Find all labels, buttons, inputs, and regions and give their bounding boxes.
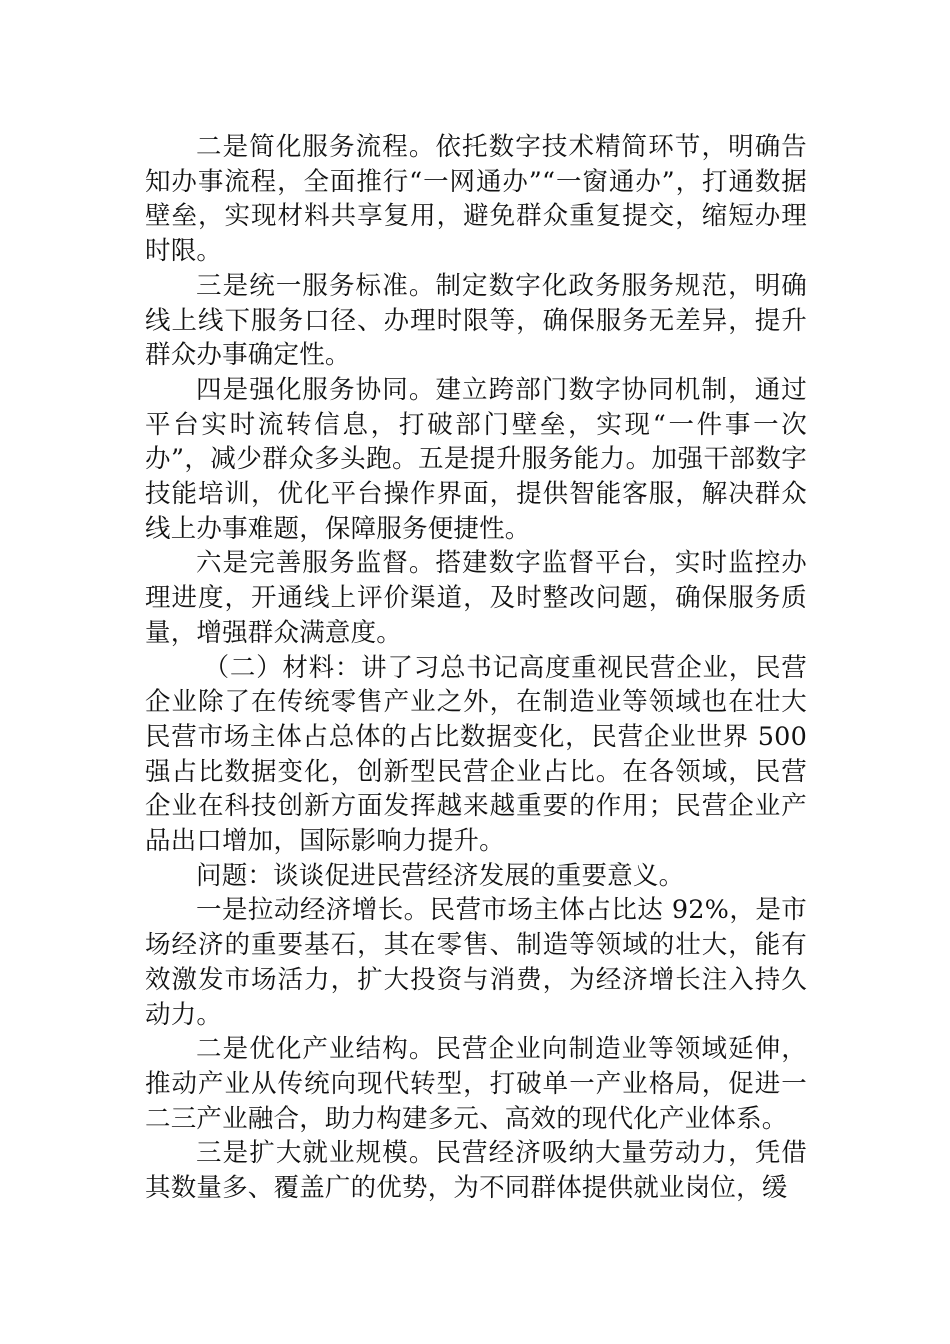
paragraph-improve-supervision: 六是完善服务监督。搭建数字监督平台，实时监控办理进度，开通线上评价渠道，及时整改问题，确保服务质量，增强群众满意度。 (145, 548, 807, 648)
paragraph-material-two: （二）材料：讲了习总书记高度重视民营企业，民营企业除了在传统零售产业之外，在制造业等领域也在壮大民营市场主体占总体的占比数据变化，民营企业世界 500 强占比数据变化，创新型民营企业占比。在各领域，民营企业在科技创新方面发挥越来越重要的作用；民营企业产品出口增加，国际影响力提升。 (145, 652, 807, 857)
paragraph-employment: 三是扩大就业规模。民营经济吸纳大量劳动力，凭借其数量多、覆盖广的优势，为不同群体提供就业岗位，缓 (145, 1138, 807, 1204)
paragraph-unify-standard: 三是统一服务标准。制定数字化政务服务规范，明确线上线下服务口径、办理时限等，确保服务无差异，提升群众办事确定性。 (145, 270, 807, 371)
document-body (145, 130, 807, 1206)
paragraph-question: 问题：谈谈促进民营经济发展的重要意义。 (196, 860, 685, 891)
paragraph-economic-growth: 一是拉动经济增长。民营市场主体占比达 92%，是市场经济的重要基石，其在零售、制造等领域的壮大，能有效激发市场活力，扩大投资与消费，为经济增长注入持久动力。 (145, 895, 807, 1030)
paragraph-industrial-structure: 二是优化产业结构。民营企业向制造业等领域延伸，推动产业从传统向现代转型，打破单一产业格局，促进一二三产业融合，助力构建多元、高效的现代化产业体系。 (145, 1034, 807, 1134)
paragraph-simplify-process: 二是简化服务流程。依托数字技术精简环节，明确告知办事流程，全面推行“一网通办”“一窗通办”，打通数据壁垒，实现材料共享复用，避免群众重复提交，缩短办理时限。 (145, 132, 807, 267)
paragraph-strengthen-coordination: 四是强化服务协同。建立跨部门数字协同机制，通过平台实时流转信息，打破部门壁垒，实现“一件事一次办”，减少群众多头跑。五是提升服务能力。加强干部数字技能培训，优化平台操作界面，提供智能客服，解决群众线上办事难题，保障服务便捷性。 (145, 374, 807, 544)
